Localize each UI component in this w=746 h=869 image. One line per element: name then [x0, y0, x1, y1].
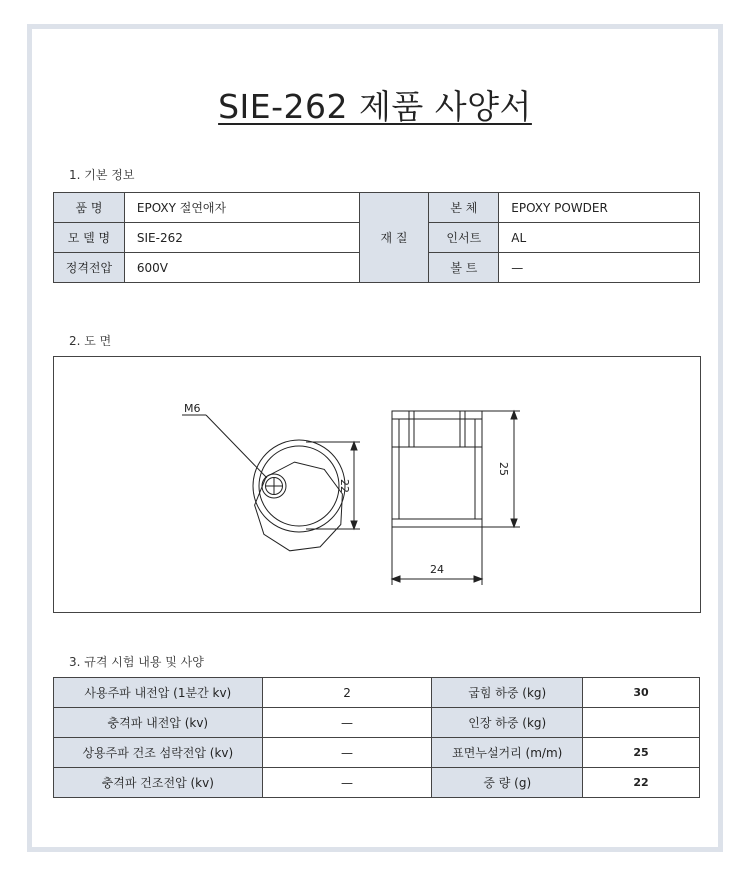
- table-row: [54, 708, 700, 738]
- dia-dim-label: 22: [338, 479, 351, 493]
- spec-value: —: [262, 708, 432, 738]
- bolt-value: —: [499, 253, 700, 283]
- product-name-label: 품 명: [54, 193, 125, 223]
- spec-test-table: [53, 677, 700, 798]
- insert-value: AL: [499, 223, 700, 253]
- spec-key: 인장 하중 (kg): [432, 708, 583, 738]
- spec-key: 표면누설거리 (m/m): [432, 738, 583, 768]
- spec-key: 상용주파 건조 섬락전압 (kv): [54, 738, 263, 768]
- spec-value: 25: [583, 738, 700, 768]
- spec-value: 22: [583, 768, 700, 798]
- document-title: SIE-262 제품 사양서: [218, 87, 532, 126]
- section-basic-info-label: 1. 기본 정보: [69, 168, 135, 182]
- spec-key: 중 량 (g): [432, 768, 583, 798]
- table-row: [54, 193, 700, 223]
- technical-drawing: [53, 356, 701, 613]
- material-label: 재 질: [359, 193, 429, 283]
- width-dim-label: 24: [430, 563, 444, 576]
- insert-label: 인서트: [429, 223, 499, 253]
- basic-info-table: [53, 192, 700, 283]
- spec-value: 2: [262, 678, 432, 708]
- model-name-value: SIE-262: [124, 223, 359, 253]
- spec-key: 충격파 내전압 (kv): [54, 708, 263, 738]
- drawing-canvas: [54, 357, 700, 612]
- spec-value: —: [262, 738, 432, 768]
- section-drawing-label: 2. 도 면: [69, 334, 112, 348]
- model-name-label: 모 델 명: [54, 223, 125, 253]
- spec-sheet: [27, 24, 723, 852]
- spec-key: 충격파 건조전압 (kv): [54, 768, 263, 798]
- section-spec-label: 3. 규격 시험 내용 및 사양: [69, 655, 204, 669]
- rated-voltage-label: 정격전압: [54, 253, 125, 283]
- table-row: [54, 738, 700, 768]
- thread-dim-label: M6: [184, 402, 201, 415]
- product-name-value: EPOXY 절연애자: [124, 193, 359, 223]
- table-row: [54, 678, 700, 708]
- body-value: EPOXY POWDER: [499, 193, 700, 223]
- spec-value: 30: [583, 678, 700, 708]
- bolt-label: 볼 트: [429, 253, 499, 283]
- spec-value: [583, 708, 700, 738]
- body-label: 본 체: [429, 193, 499, 223]
- side-view-body: [392, 411, 482, 527]
- spec-key: 굽힘 하중 (kg): [432, 678, 583, 708]
- rated-voltage-value: 600V: [124, 253, 359, 283]
- spec-key: 사용주파 내전압 (1분간 kv): [54, 678, 263, 708]
- spec-value: —: [262, 768, 432, 798]
- table-row: [54, 768, 700, 798]
- height-dim-label: 25: [497, 462, 510, 476]
